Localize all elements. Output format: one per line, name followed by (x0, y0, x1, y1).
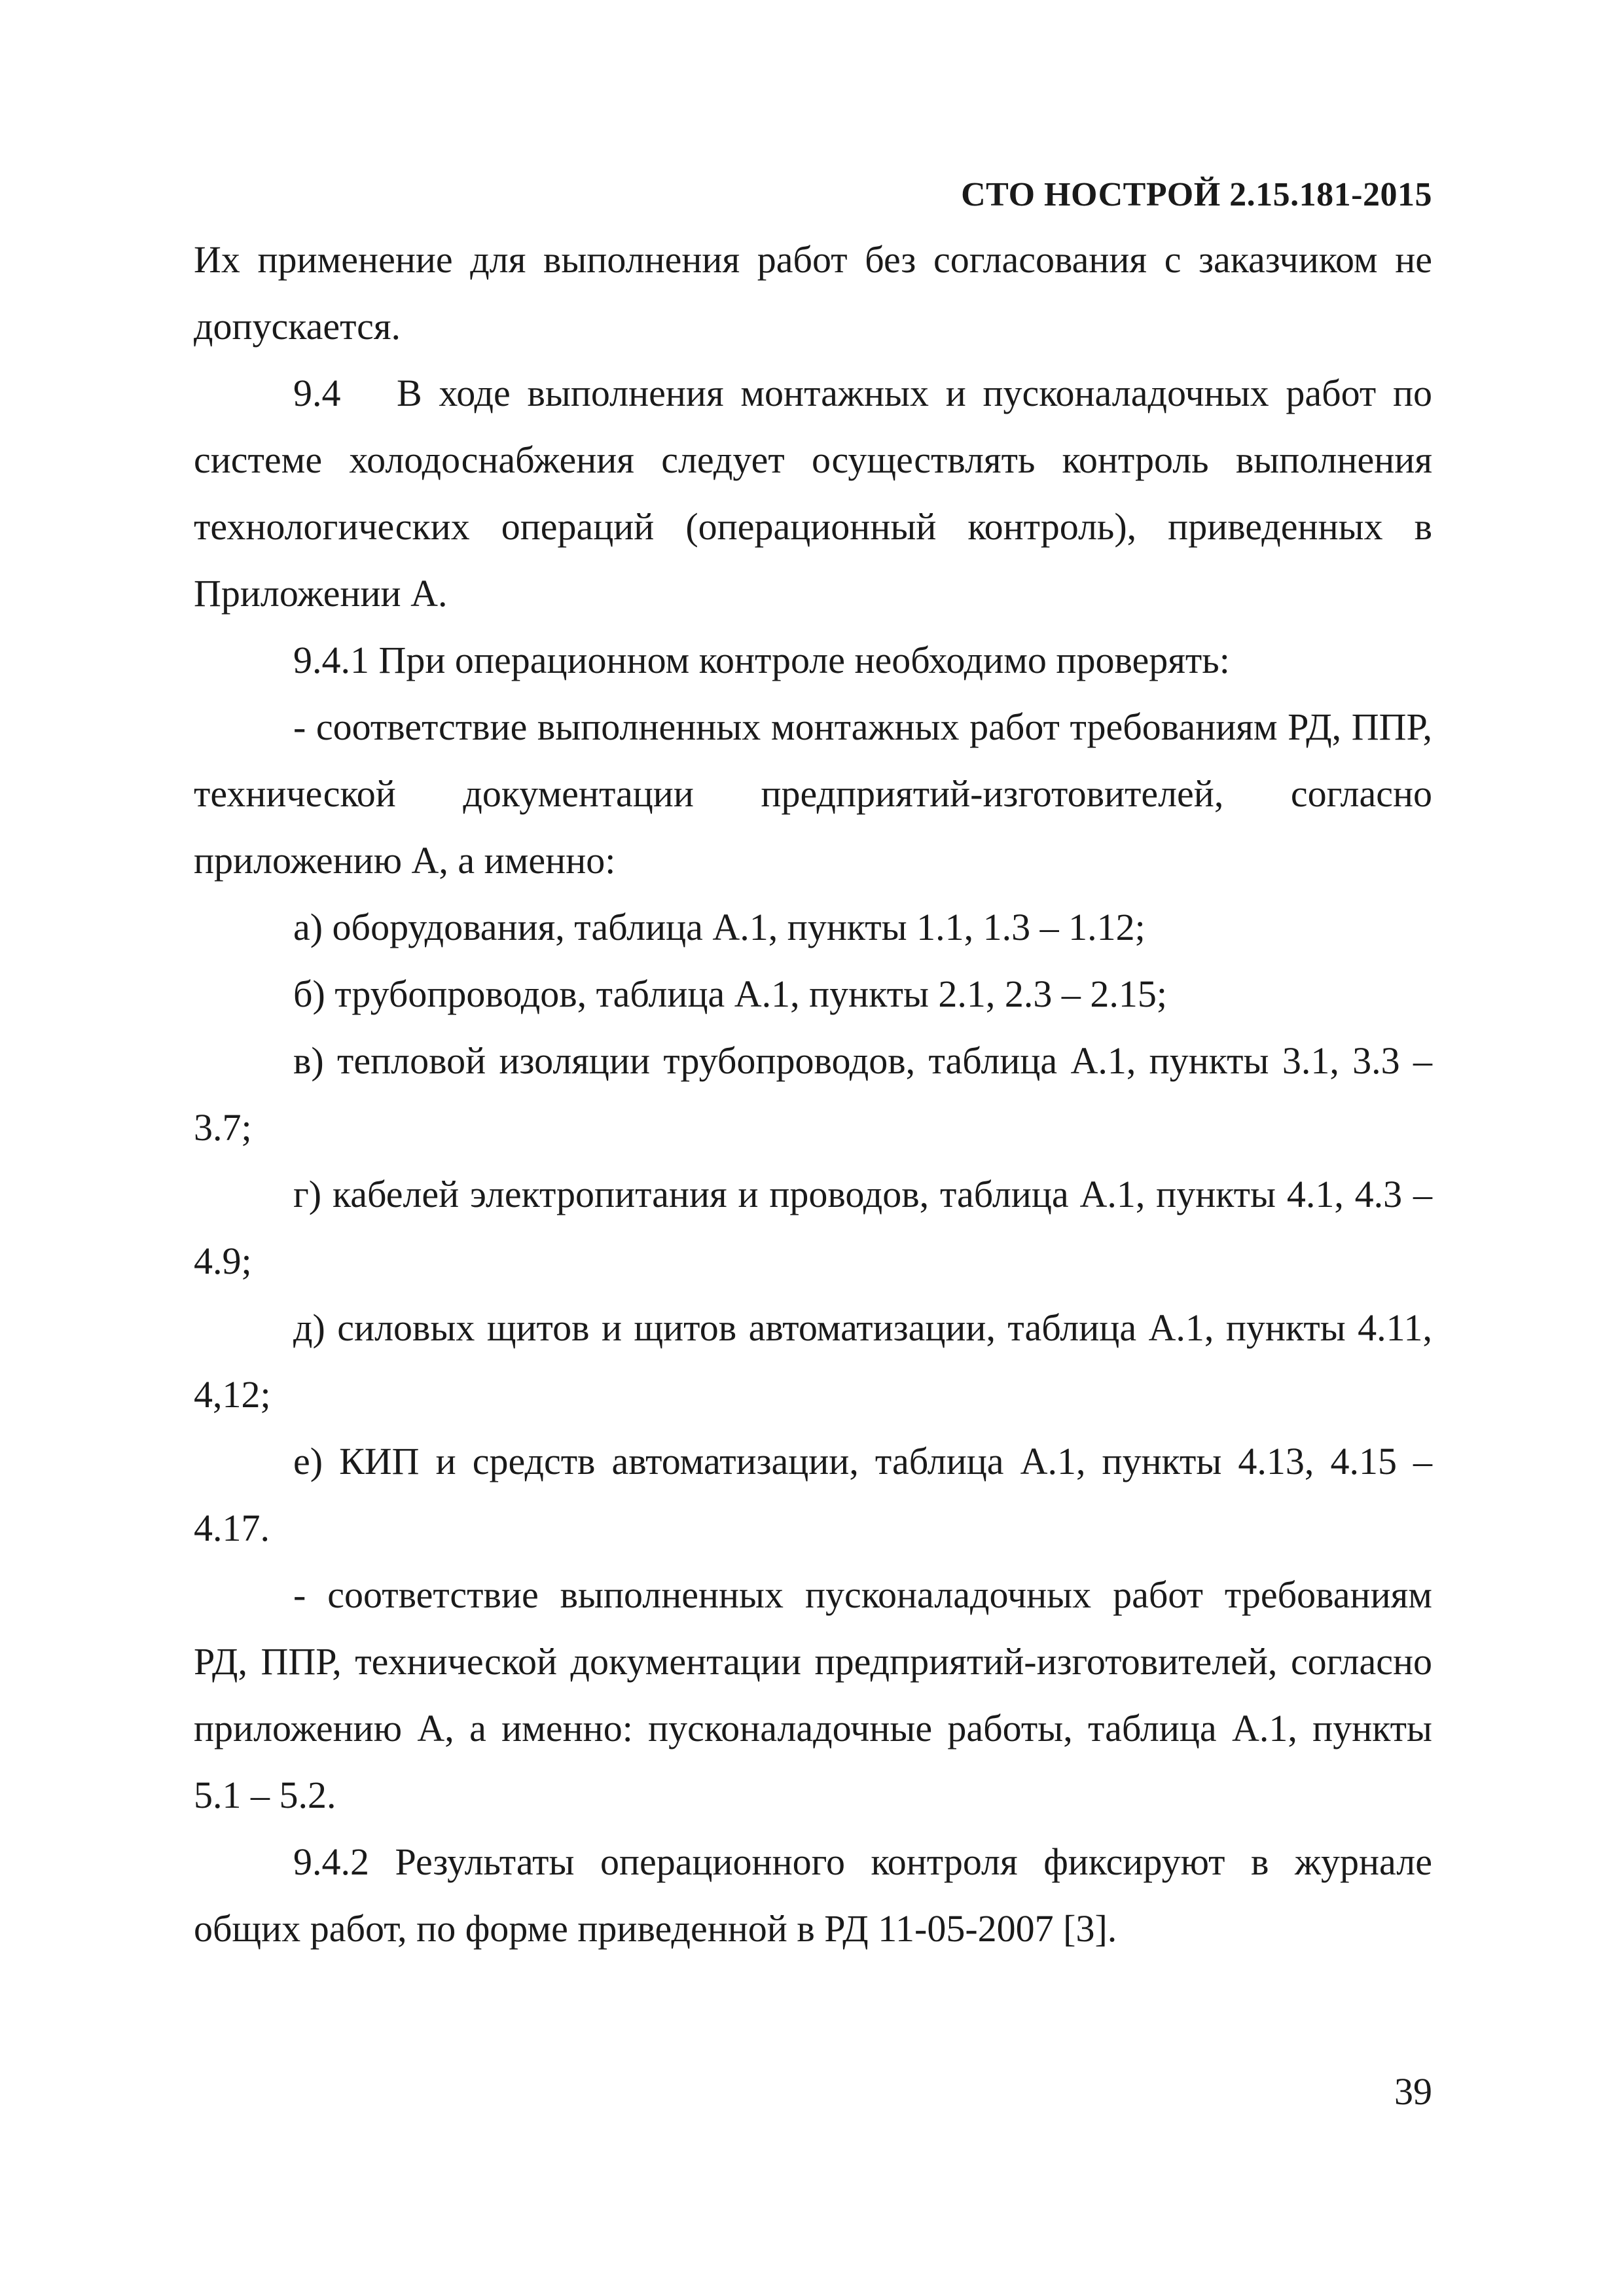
list-item-v: в) тепловой изоляции трубопроводов, таблица А.1, пункты 3.1, 3.3 – 3.7; (194, 1039, 1432, 1149)
section-9-4 (194, 360, 1432, 627)
list-item-d: д) силовых щитов и щитов автоматизации, таблица А.1, пункты 4.11, 4,12; (194, 1306, 1432, 1416)
list-item-g: г) кабелей электропитания и проводов, таблица А.1, пункты 4.1, 4.3 – 4.9; (194, 1173, 1432, 1282)
section-text: В ходе выполнения монтажных и пусконаладочных работ по системе холодоснабжения следует осуществлять контроль выполнения технологических операций (операционный контроль), приведенных в Приложении А. (194, 372, 1432, 615)
list-item-installation-compliance: - соответствие выполненных монтажных работ требованиям РД, ППР, технической документации предприятий-изготовителей, согласно приложению А, а именно: (194, 706, 1432, 882)
list-item-e: е) КИП и средств автоматизации, таблица А.1, пункты 4.13, 4.15 – 4.17. (194, 1440, 1432, 1549)
section-9-4-1: 9.4.1 При операционном контроле необходимо проверять: (293, 639, 1230, 681)
paragraph-continuation: Их применение для выполнения работ без согласования с заказчиком не допускается. (194, 238, 1432, 348)
list-item-a: а) оборудования, таблица А.1, пункты 1.1, 1.3 – 1.12; (293, 906, 1146, 948)
section-9-4-2: 9.4.2 Результаты операционного контроля фиксируют в журнале общих работ, по форме приведенной в РД 11-05-2007 [3]. (194, 1840, 1432, 1950)
section-number: 9.4 (293, 372, 341, 414)
document-code-header: СТО НОСТРОЙ 2.15.181-2015 (961, 176, 1432, 213)
list-item-b: б) трубопроводов, таблица А.1, пункты 2.1, 2.3 – 2.15; (293, 973, 1168, 1015)
page-number: 39 (1394, 2070, 1432, 2113)
list-item-commissioning-compliance: - соответствие выполненных пусконаладочных работ требованиям РД, ППР, технической документации предприятий-изготовителей, согласно приложению А, а именно: пусконаладочные работы, таблица А.1, пункты 5.1 – 5.2. (194, 1573, 1432, 1816)
document-body (194, 226, 1432, 1962)
